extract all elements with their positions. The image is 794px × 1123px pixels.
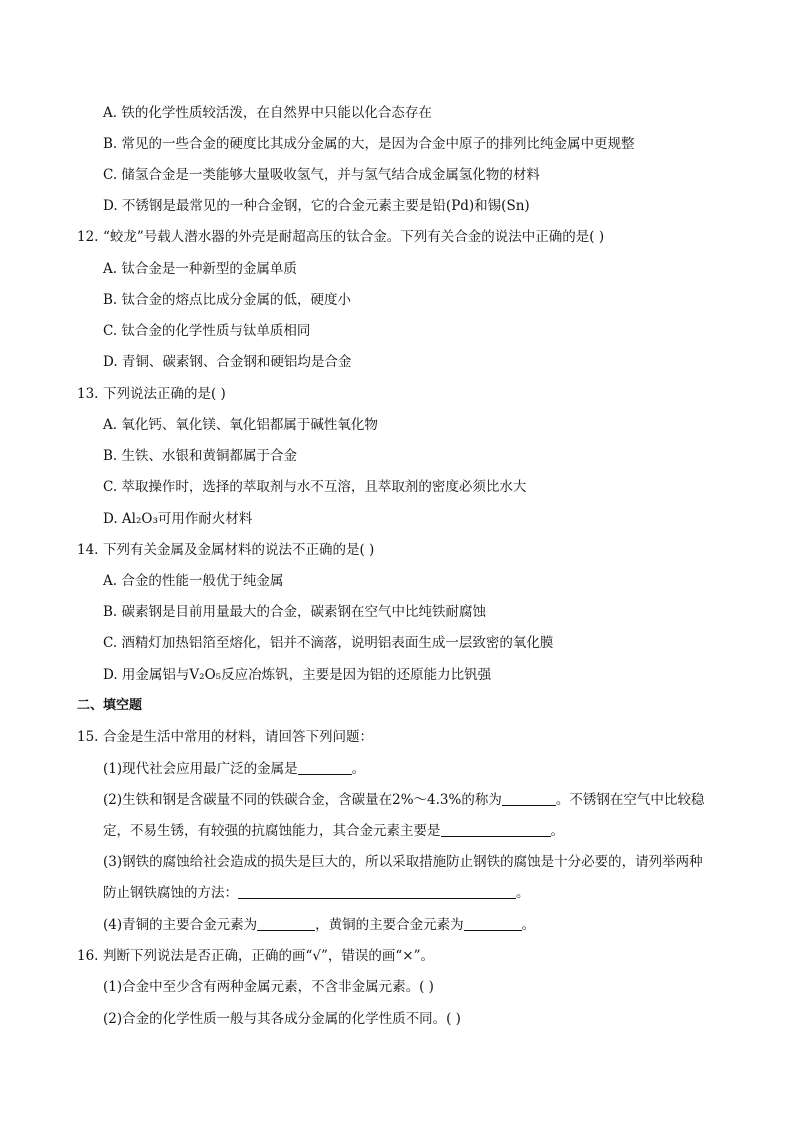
section-title-fill-in: 二、填空题 (77, 698, 143, 713)
q15-part1-end: 。 (351, 761, 366, 777)
q15-part1-text: (1)现代社会应用最广泛的金属是 (103, 761, 298, 777)
q15-part3-line1: (3)钢铁的腐蚀给社会造成的损失是巨大的，所以采取措施防止钢铁的腐蚀是十分必要的，请列举两种 (103, 854, 703, 870)
q13-option-d: D. Al₂O₃可用作耐火材料 (103, 511, 253, 527)
q14-option-a: A. 合金的性能一般优于纯金属 (103, 573, 284, 589)
q13-stem: 下列说法正确的是( ) (103, 386, 226, 402)
q12-option-d: D. 青铜、碳素钢、合金钢和硬铝均是合金 (103, 354, 352, 370)
q15-part2-blank2[interactable] (441, 822, 551, 837)
q11-option-a: A. 铁的化学性质较活泼，在自然界中只能以化合态存在 (103, 105, 432, 121)
q15-part2-line1 (103, 791, 704, 809)
q15-part1-blank[interactable] (298, 760, 352, 775)
q11-option-c: C. 储氢合金是一类能够大量吸收氢气，并与氢气结合成金属氢化物的材料 (103, 167, 540, 183)
q15-number: 15. (77, 729, 99, 745)
q14-number: 14. (77, 542, 99, 558)
q14-option-c: C. 酒精灯加热铝箔至熔化，铝并不滴落，说明铝表面生成一层致密的氧化膜 (103, 635, 554, 651)
q13-option-b: B. 生铁、水银和黄铜都属于合金 (103, 448, 298, 464)
q14-option-b: B. 碳素钢是目前用量最大的合金，碳素钢在空气中比纯铁耐腐蚀 (103, 604, 487, 620)
q12-stem-line (77, 228, 604, 246)
q13-option-a: A. 氧化钙、氧化镁、氧化铝都属于碱性氧化物 (103, 417, 378, 433)
q15-part1 (103, 760, 365, 778)
q14-stem: 下列有关金属及金属材料的说法不正确的是( ) (103, 542, 375, 558)
q12-option-c: C. 钛合金的化学性质与钛单质相同 (103, 323, 311, 339)
q15-part4-blank1[interactable] (257, 916, 315, 931)
q16-number: 16. (77, 948, 99, 964)
q16-stem: 判断下列说法是否正确，正确的画“√”，错误的画“×”。 (103, 948, 435, 964)
q12-stem: “蛟龙”号载人潜水器的外壳是耐超高压的钛合金。下列有关合金的说法中正确的是( ) (103, 229, 605, 245)
q15-part3-line2 (103, 884, 530, 902)
q11-option-d: D. 不锈钢是最常见的一种合金钢，它的合金元素主要是铅(Pd)和锡(Sn) (103, 198, 530, 214)
q15-part4-end: 。 (521, 917, 536, 933)
q14-stem-line (77, 541, 374, 559)
q16-stem-line (77, 947, 434, 965)
q15-part2-blank1[interactable] (502, 791, 556, 806)
q15-part2-text: (2)生铁和钢是含碳量不同的铁碳合金，含碳量在2%～4.3%的称为 (103, 792, 502, 808)
q12-option-b: B. 钛合金的熔点比成分金属的低，硬度小 (103, 292, 352, 308)
q13-stem-line (77, 385, 226, 403)
q15-part2-end: 。 (550, 823, 564, 839)
q15-part4 (103, 916, 535, 934)
q15-stem-line (77, 728, 373, 746)
q13-number: 13. (77, 386, 99, 402)
q16-part2: (2)合金的化学性质一般与其各成分金属的化学性质不同。( ) (103, 1011, 461, 1027)
q15-part2-cont: 定，不易生锈，有较强的抗腐蚀能力，其合金元素主要是 (103, 823, 441, 839)
q14-option-d: D. 用金属铝与V₂O₅反应冶炼钒，主要是因为铝的还原能力比钒强 (103, 667, 492, 683)
q15-part4-text: (4)青铜的主要合金元素为 (103, 917, 258, 933)
q16-part1: (1)合金中至少含有两种金属元素，不含非金属元素。( ) (103, 979, 434, 995)
q15-part2-line2 (103, 822, 564, 840)
q15-stem: 合金是生活中常用的材料，请回答下列问题： (103, 729, 373, 745)
q11-option-b: B. 常见的一些合金的硬度比其成分金属的大，是因为合金中原子的排列比纯金属中更规整 (103, 136, 635, 152)
q15-part3-end: 。 (516, 885, 530, 901)
q15-part2-mid: 。不锈钢在空气中比较稳 (555, 792, 705, 808)
q15-part4-mid: ，黄铜的主要合金元素为 (315, 917, 464, 933)
q15-part4-blank2[interactable] (464, 916, 522, 931)
q15-part3-cont: 防止钢铁腐蚀的方法： (103, 885, 238, 901)
q13-option-c: C. 萃取操作时，选择的萃取剂与水不互溶，且萃取剂的密度必须比水大 (103, 479, 527, 495)
q12-number: 12. (77, 229, 99, 245)
q15-part3-blank[interactable] (238, 884, 516, 899)
q12-option-a: A. 钛合金是一种新型的金属单质 (103, 261, 297, 277)
